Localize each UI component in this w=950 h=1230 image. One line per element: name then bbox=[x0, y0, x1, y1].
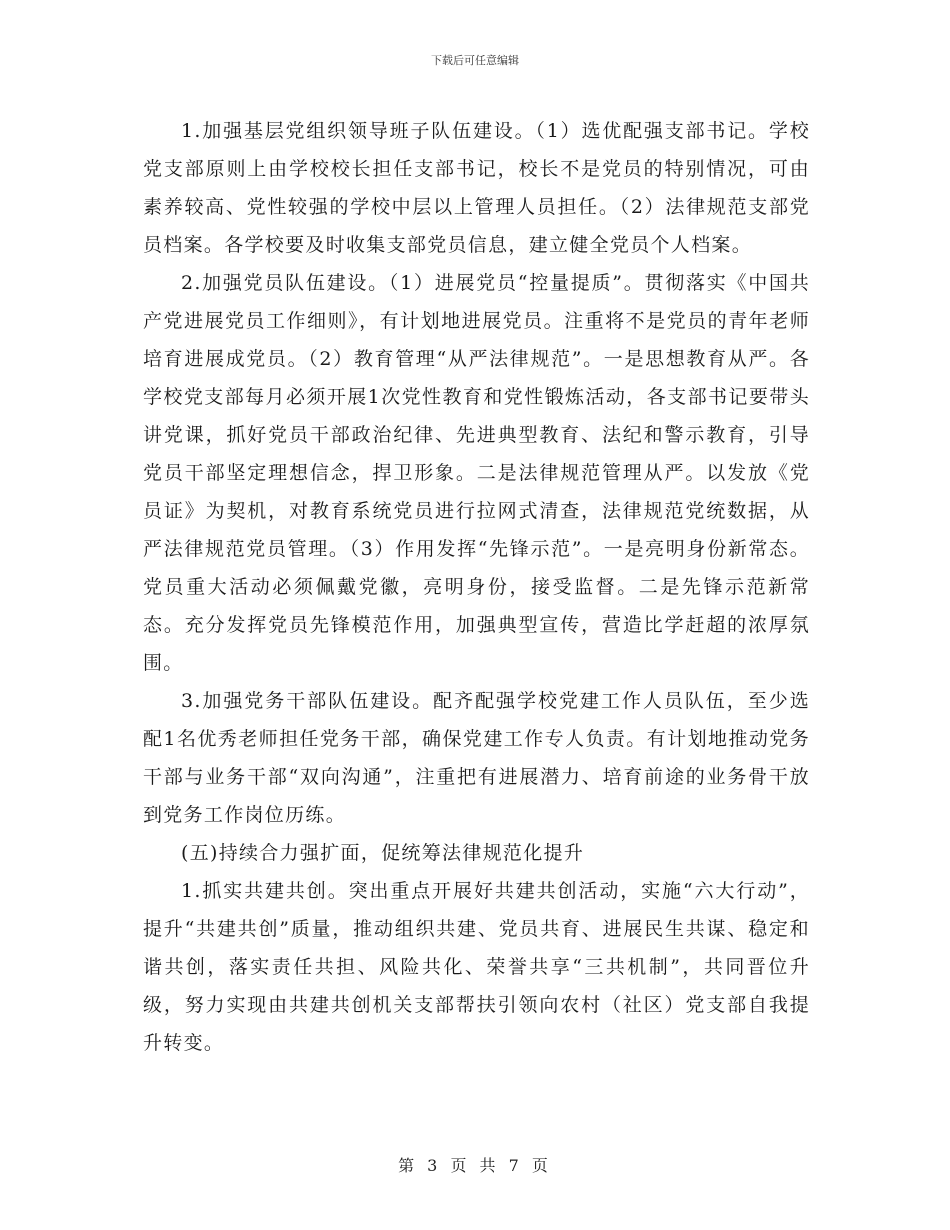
document-body bbox=[143, 112, 810, 1062]
section-heading: (五)持续合力强扩面，促统筹法律规范化提升 bbox=[181, 842, 585, 864]
paragraph-party-members: 2.加强党员队伍建设。（1）进展党员“控量提质”。贯彻落实《中国共产党进展党员工作细则》，有计划地进展党员。注重将不是党员的青年老师培育进展成党员。（2）教育管理“从严法律规范”。一是思想教育从严。各学校党支部每月必须开展1次党性教育和党性锻炼活动，各支部书记要带头讲党课，抓好党员干部政治纪律、先进典型教育、法纪和警示教育，引导党员干部坚定理想信念，捍卫形象。二是法律规范管理从严。以发放《党员证》为契机，对教育系统党员进行拉网式清查，法律规范党统数据，从严法律规范党员管理。（3）作用发挥“先锋示范”。一是亮明身份新常态。党员重大活动必须佩戴党徽，亮明身份，接受监督。二是先锋示范新常态。充分发挥党员先锋模范作用，加强典型宣传，营造比学赶超的浓厚氛围。 bbox=[143, 272, 810, 674]
paragraph-co-construction: 1.抓实共建共创。突出重点开展好共建共创活动，实施“六大行动”，提升“共建共创”质量，推动组织共建、党员共育、进展民生共谋、稳定和谐共创，落实责任共担、风险共化、荣誉共享“三共机制”，共同晋位升级，努力实现由共建共创机关支部帮扶引领向农村（社区）党支部自我提升转变。 bbox=[143, 880, 810, 1054]
page-footer: 第 3 页 共 7 页 bbox=[398, 1156, 552, 1175]
paragraph-party-affairs-cadres: 3.加强党务干部队伍建设。配齐配强学校党建工作人员队伍，至少选配1名优秀老师担任党务干部，确保党建工作专人负责。有计划地推动党务干部与业务干部“双向沟通”，注重把有进展潜力、培育前途的业务骨干放到党务工作岗位历练。 bbox=[143, 690, 810, 826]
paragraph-party-leadership: 1.加强基层党组织领导班子队伍建设。（1）选优配强支部书记。学校党支部原则上由学校校长担任支部书记，校长不是党员的特别情况，可由素养较高、党性较强的学校中层以上管理人员担任。（2）法律规范支部党员档案。各学校要及时收集支部党员信息，建立健全党员个人档案。 bbox=[143, 120, 810, 256]
page-header: 下载后可任意编辑 bbox=[431, 54, 519, 67]
